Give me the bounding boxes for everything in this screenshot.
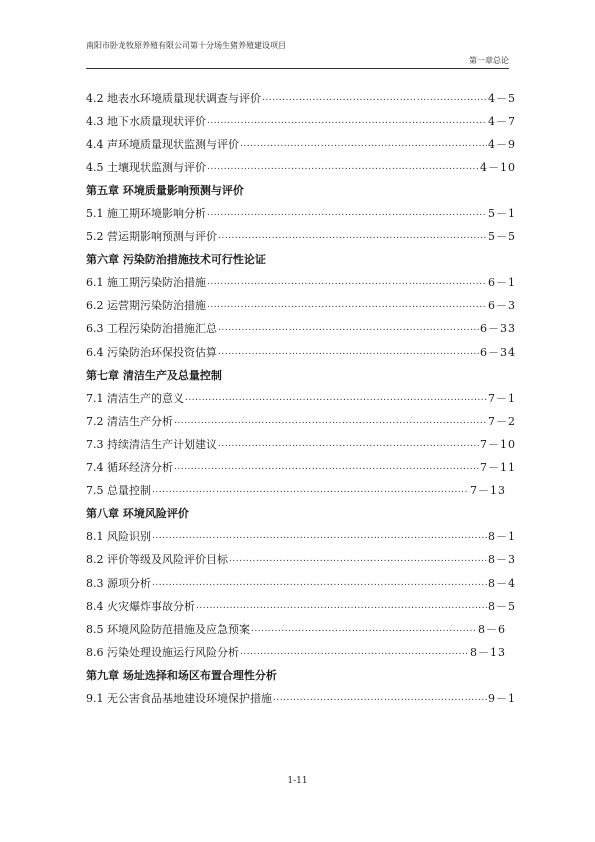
dot-leader: [218, 347, 479, 357]
entry-page-number: 5－1: [488, 207, 516, 221]
toc-entry[interactable]: [86, 317, 516, 340]
toc-entry[interactable]: [86, 409, 516, 432]
dot-leader: [196, 601, 487, 611]
dot-leader: [207, 162, 479, 172]
dot-leader: [207, 300, 487, 310]
entry-page-number: 7－2: [488, 414, 516, 428]
entry-page-number: 6－1: [488, 276, 516, 290]
dot-leader: [218, 231, 487, 241]
dot-leader: [174, 462, 479, 472]
entry-title: 7.4 循环经济分析: [86, 461, 173, 475]
entry-title: 6.3 工程污染防治措施汇总: [86, 322, 217, 336]
entry-title: 9.1 无公害食品基地建设环境保护措施: [86, 691, 272, 705]
dot-leader: [218, 323, 479, 333]
toc-chapter-heading: [86, 248, 516, 271]
dot-leader: [251, 624, 477, 634]
toc-entry[interactable]: [86, 686, 516, 709]
header-project-title: 南阳市卧龙牧原养殖有限公司第十分场生猪养殖建设项目: [86, 41, 286, 50]
toc-chapter-heading: [86, 663, 516, 686]
toc-entry[interactable]: [86, 132, 516, 155]
entry-page-number: 7－1: [488, 391, 516, 405]
entry-title: 5.1 施工期环境影响分析: [86, 207, 206, 221]
entry-title: 7.5 总量控制: [86, 484, 151, 498]
entry-title: 7.3 持续清洁生产计划建议: [86, 437, 217, 451]
dot-leader: [152, 578, 487, 588]
entry-page-number: 7－13: [470, 484, 506, 498]
dot-leader: [152, 531, 487, 541]
entry-title: 8.1 风险识别: [86, 530, 151, 544]
entry-page-number: 7－10: [480, 437, 516, 451]
entry-page-number: 5－5: [488, 230, 516, 244]
entry-title: 4.3 地下水质量现状评价: [86, 114, 206, 128]
dot-leader: [207, 208, 487, 218]
toc-entry[interactable]: [86, 294, 516, 317]
toc-entry[interactable]: [86, 432, 516, 455]
toc-entry[interactable]: [86, 386, 516, 409]
entry-page-number: 9－1: [488, 691, 516, 705]
entry-page-number: 8－5: [488, 599, 516, 613]
entry-page-number: 8－13: [470, 645, 506, 659]
entry-title: 5.2 营运期影响预测与评价: [86, 230, 217, 244]
toc-entry[interactable]: [86, 571, 516, 594]
table-of-contents: [86, 86, 516, 710]
chapter-title: 第八章 环境风险评价: [86, 507, 189, 521]
chapter-title: 第七章 清洁生产及总量控制: [86, 368, 222, 382]
dot-leader: [174, 416, 487, 426]
entry-title: 4.5 土壤现状监测与评价: [86, 160, 206, 174]
entry-title: 6.1 施工期污染防治措施: [86, 276, 206, 290]
toc-chapter-heading: [86, 502, 516, 525]
dot-leader: [262, 93, 487, 103]
toc-entry[interactable]: [86, 617, 506, 640]
entry-title: 8.6 污染处理设施运行风险分析: [86, 645, 239, 659]
dot-leader: [207, 116, 487, 126]
entry-page-number: 8－1: [488, 530, 516, 544]
entry-page-number: 6－3: [488, 299, 516, 313]
entry-title: 8.5 环境风险防范措施及应急预案: [86, 622, 250, 636]
entry-title: 8.3 源项分析: [86, 576, 151, 590]
dot-leader: [218, 439, 479, 449]
entry-title: 6.4 污染防治环保投资估算: [86, 345, 217, 359]
entry-title: 4.2 地表水环境质量现状调查与评价: [86, 91, 261, 105]
entry-page-number: 4－7: [488, 114, 516, 128]
dot-leader: [152, 485, 469, 495]
entry-title: 7.1 清洁生产的意义: [86, 391, 184, 405]
toc-entry[interactable]: [86, 86, 516, 109]
toc-entry[interactable]: [86, 225, 516, 248]
dot-leader: [240, 647, 469, 657]
entry-page-number: 7－11: [480, 461, 516, 475]
entry-page-number: 4－9: [488, 137, 516, 151]
toc-entry[interactable]: [86, 525, 516, 548]
toc-entry[interactable]: [86, 271, 516, 294]
entry-title: 7.2 清洁生产分析: [86, 414, 173, 428]
entry-title: 8.4 火灾爆炸事故分析: [86, 599, 195, 613]
entry-title: 4.4 声环境质量现状监测与评价: [86, 137, 239, 151]
chapter-title: 第五章 环境质量影响预测与评价: [86, 183, 244, 197]
toc-entry[interactable]: [86, 548, 516, 571]
entry-page-number: 8－6: [478, 622, 506, 636]
toc-entry[interactable]: [86, 109, 516, 132]
entry-page-number: 8－3: [488, 553, 516, 567]
entry-page-number: 6－33: [480, 322, 516, 336]
entry-title: 6.2 运营期污染防治措施: [86, 299, 206, 313]
dot-leader: [207, 277, 487, 287]
page-footer: [0, 776, 595, 786]
toc-entry[interactable]: [86, 155, 516, 178]
chapter-title: 第六章 污染防治措施技术可行性论证: [86, 253, 266, 267]
toc-entry[interactable]: [86, 479, 506, 502]
toc-chapter-heading: [86, 363, 516, 386]
dot-leader: [273, 693, 487, 703]
entry-page-number: 6－34: [480, 345, 516, 359]
dot-leader: [229, 554, 487, 564]
toc-entry[interactable]: [86, 594, 516, 617]
toc-chapter-heading: [86, 178, 516, 201]
entry-page-number: 8－4: [488, 576, 516, 590]
entry-title: 8.2 评价等级及风险评价目标: [86, 553, 228, 567]
entry-page-number: 4－10: [480, 160, 516, 174]
entry-page-number: 4－5: [488, 91, 516, 105]
toc-entry[interactable]: [86, 340, 516, 363]
toc-entry[interactable]: [86, 640, 506, 663]
toc-entry[interactable]: [86, 456, 516, 479]
dot-leader: [240, 139, 487, 149]
header-chapter-title: 第一章总论: [469, 56, 509, 65]
header-rule: [86, 68, 509, 69]
chapter-title: 第九章 场址选择和场区布置合理性分析: [86, 668, 277, 682]
dot-leader: [185, 393, 487, 403]
toc-entry[interactable]: [86, 201, 516, 224]
page-number: 1-11: [287, 776, 308, 786]
